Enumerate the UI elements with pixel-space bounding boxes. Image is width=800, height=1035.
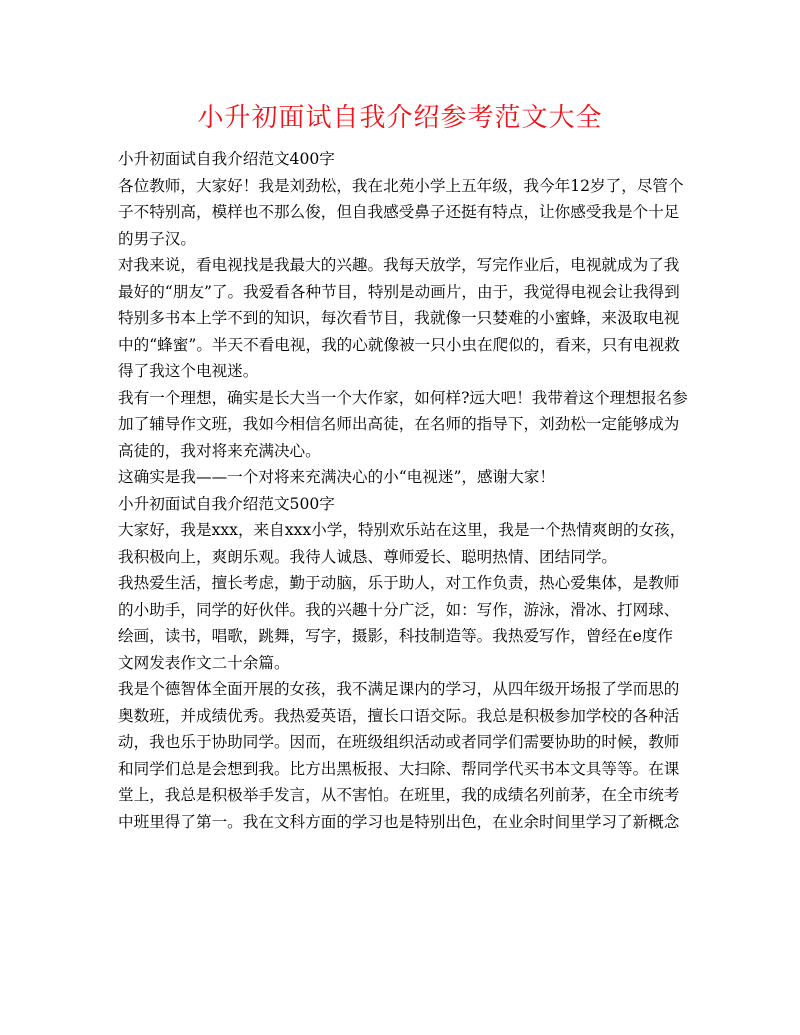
document-body (118, 146, 688, 835)
body-line: 我有一个理想，确实是长大当一个大作家，如何样?远大吧！我带着这个理想报名参 (118, 388, 688, 407)
body-line: 我热爱生活，擅长考虑，勤于动脑，乐于助人，对工作负责，热心爱集体，是教师 (118, 574, 680, 592)
body-line: 动，我也乐于协助同学。因而，在班级组织活动或者同学们需要协助的时候，教师 (118, 733, 680, 751)
body-line: 大家好，我是xxx，来自xxx小学，特别欢乐站在这里，我是一个热情爽朗的女孩， (118, 521, 686, 539)
body-line: 的男子汉。 (118, 229, 196, 248)
body-line: 我积极向上，爽朗乐观。我待人诚恳、尊师爱长、聪明热情、团结同学。 (118, 547, 618, 566)
body-line: 堂上，我总是积极举手发言，从不害怕。在班里，我的成绩名列前茅，在全市统考 (118, 786, 680, 804)
body-line: 得了我这个电视迷。 (118, 362, 259, 380)
body-line: 绘画，读书，唱歌，跳舞，写字，摄影，科技制造等。我热爱写作，曾经在e度作 (118, 627, 674, 645)
body-line: 和同学们总是会想到我。比方出黑板报、大扫除、帮同学代买书本文具等等。在课 (118, 759, 680, 778)
document-title: 小升初面试自我介绍参考范文大全 (197, 103, 603, 133)
body-line: 子不特别高，模样也不那么俊，但自我感受鼻子还挺有特点，让你感受我是个十足 (118, 203, 680, 221)
body-line: 最好的“朋友”了。我爱看各种节目，特别是动画片，由于，我觉得电视会让我得到 (118, 282, 680, 301)
body-line: 我是个德智体全面开展的女孩，我不满足课内的学习，从四年级开场报了学而思的 (118, 680, 680, 698)
body-line: 特别多书本上学不到的知识，每次看节目，我就像一只婪难的小蜜蜂，来汲取电视 (118, 309, 680, 327)
body-line: 加了辅导作文班，我如今相信名师出高徒，在名师的指导下，刘劲松一定能够成为 (118, 415, 680, 433)
body-line: 各位教师，大家好！我是刘劲松，我在北苑小学上五年级，我今年12岁了，尽管个 (118, 176, 684, 195)
body-line: 高徒的，我对将来充满决心。 (118, 441, 321, 460)
body-line: 对我来说，看电视找是我最大的兴趣。我每天放学，写完作业后，电视就成为了我 (118, 256, 680, 274)
body-line: 奥数班，并成绩优秀。我热爱英语，擅长口语交际。我总是积极参加学校的各种活 (118, 706, 680, 725)
body-line: 文网发表作文二十余篇。 (118, 653, 290, 672)
section-heading-400: 小升初面试自我介绍范文400字 (118, 150, 335, 168)
section-heading-500: 小升初面试自我介绍范文500字 (118, 494, 335, 513)
body-line: 这确实是我——一个对将来充满决心的小“电视迷”，感谢大家！ (118, 468, 555, 486)
body-line: 中班里得了第一。我在文科方面的学习也是特别出色，在业余时间里学习了新概念 (118, 812, 680, 831)
body-line: 的小助手，同学的好伙伴。我的兴趣十分广泛，如：写作，游泳，滑冰、打网球、 (118, 600, 680, 619)
body-line: 中的“蜂蜜”。半天不看电视，我的心就像被一只小虫在爬似的，看来，只有电视救 (118, 335, 680, 354)
